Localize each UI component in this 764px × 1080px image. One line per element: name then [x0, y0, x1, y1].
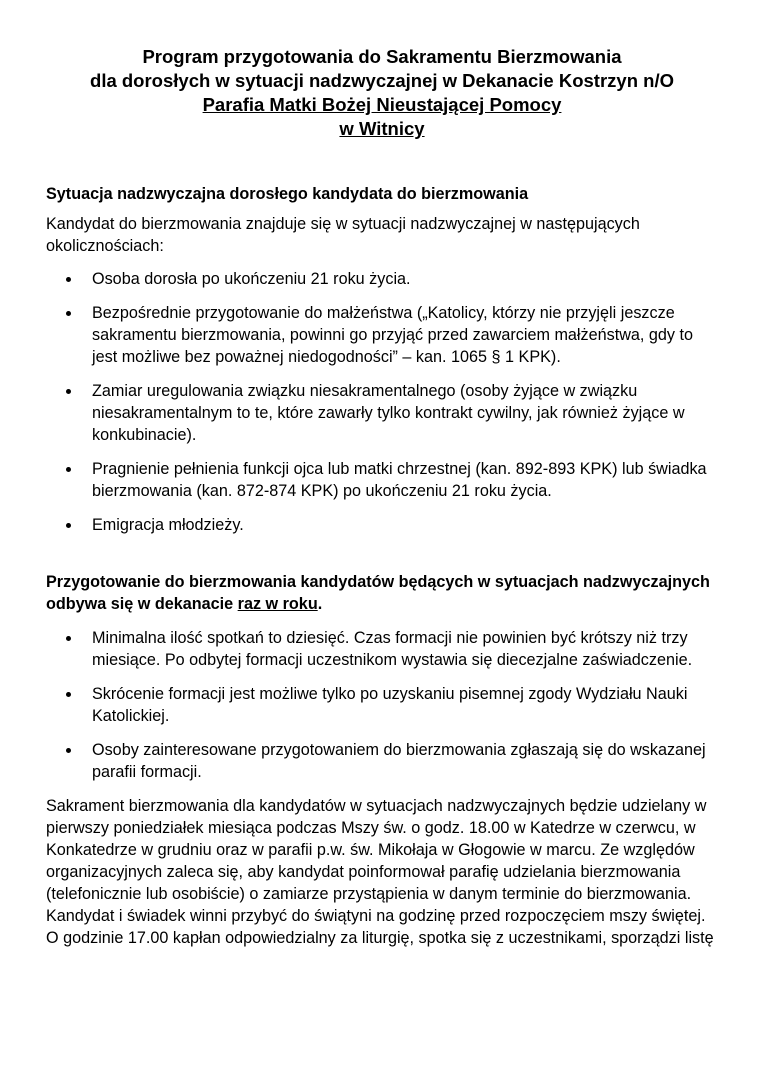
parish-name-underlined: Parafia Matki Bożej Nieustającej Pomocy	[202, 94, 562, 115]
bullet-icon	[66, 277, 71, 282]
heading-underlined-phrase: raz w roku	[237, 595, 318, 613]
list-item-text: Osoby zainteresowane przygotowaniem do bierzmowania zgłaszają się do wskazanej parafii formacji.	[92, 741, 706, 781]
parish-location-underlined: w Witnicy	[339, 118, 425, 139]
section-heading-extraordinary-situation: Sytuacja nadzwyczajna dorosłego kandydata do bierzmowania	[46, 185, 529, 203]
list-item	[46, 514, 718, 536]
bullet-icon	[66, 389, 71, 394]
document-title-block	[46, 45, 718, 141]
preparation-rules-list	[46, 627, 718, 783]
list-item	[46, 458, 718, 502]
bullet-icon	[66, 692, 71, 697]
title-line-2: dla dorosłych w sytuacji nadzwyczajnej w Dekanacie Kostrzyn n/O	[90, 70, 674, 91]
list-item	[46, 683, 718, 727]
title-line-1: Program przygotowania do Sakramentu Bierzmowania	[142, 46, 622, 67]
section-heading-preparation	[46, 571, 718, 615]
heading-text: Przygotowanie do bierzmowania kandydatów będących w sytuacjach nadzwyczajnych odbywa się w dekanacie	[46, 573, 710, 613]
list-item	[46, 627, 718, 671]
list-item-text: Skrócenie formacji jest możliwe tylko po uzyskaniu pisemnej zgody Wydziału Nauki Katolickiej.	[92, 685, 688, 725]
bullet-icon	[66, 636, 71, 641]
closing-paragraph: Sakrament bierzmowania dla kandydatów w sytuacjach nadzwyczajnych będzie udzielany w pierwszy poniedziałek miesiąca podczas Mszy św. o godz. 18.00 w Katedrze w czerwcu, w Konkatedrze w grudniu oraz w parafii p.w. św. Mikołaja w Głogowie w marcu. Ze względów organizacyjnych zaleca się, aby kandydat poinformował parafię udzielania bierzmowania (telefonicznie lub osobiście) o zamiarze przystąpienia w danym terminie do bierzmowania. Kandydat i świadek winni przybyć do świątyni na godzinę przed rozpoczęciem mszy świętej. O godzinie 17.00 kapłan odpowiedzialny za liturgię, spotka się z uczestnikami, sporządzi listę	[46, 797, 714, 947]
list-item	[46, 739, 718, 783]
list-item	[46, 380, 718, 446]
title-parish-location	[46, 117, 718, 141]
bullet-icon	[66, 311, 71, 316]
bullet-icon	[66, 748, 71, 753]
list-item-text: Osoba dorosła po ukończeniu 21 roku życia.	[92, 270, 411, 288]
list-item-text: Pragnienie pełnienia funkcji ojca lub matki chrzestnej (kan. 892-893 KPK) lub świadka bierzmowania (kan. 872-874 KPK) po ukończeniu 21 roku życia.	[92, 460, 707, 500]
title-parish-name	[46, 93, 718, 117]
list-item-text: Bezpośrednie przygotowanie do małżeństwa („Katolicy, którzy nie przyjęli jeszcze sakramentu bierzmowania, powinni go przyjąć przed zawarciem małżeństwa, gdy to jest możliwe bez poważnej niedogodności” – kan. 1065 § 1 KPK).	[92, 304, 694, 366]
list-item	[46, 302, 718, 368]
list-item-text: Zamiar uregulowania związku niesakramentalnego (osoby żyjące w związku niesakramentalnym to te, które zawarły tylko kontrakt cywilny, jak również żyjące w konkubinacie).	[92, 382, 685, 444]
list-item	[46, 268, 718, 290]
list-item-text: Minimalna ilość spotkań to dziesięć. Czas formacji nie powinien być krótszy niż trzy miesiące. Po odbytej formacji uczestnikom wystawia się diecezjalne zaświadczenie.	[92, 629, 693, 669]
bullet-icon	[66, 523, 71, 528]
bullet-icon	[66, 467, 71, 472]
list-item-text: Emigracja młodzieży.	[92, 516, 244, 534]
section-intro-paragraph: Kandydat do bierzmowania znajduje się w sytuacji nadzwyczajnej w następujących okolicznościach:	[46, 215, 640, 255]
heading-end-punctuation: .	[317, 595, 323, 613]
circumstances-list	[46, 268, 718, 536]
